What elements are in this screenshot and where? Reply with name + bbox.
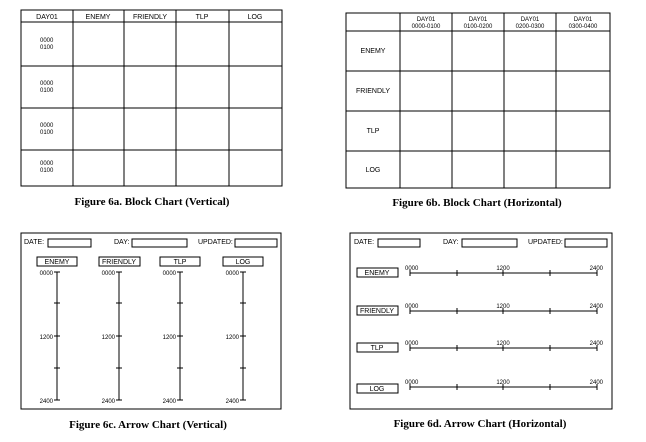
fig6c-tlp-t1: 1200 — [162, 335, 176, 341]
fig6c-day-label: DAY: — [114, 239, 130, 246]
fig6b-row-enemy: ENEMY — [360, 48, 386, 55]
fig6d-day-label: DAY: — [443, 239, 459, 246]
fig6b-row-friendly: FRIENDLY — [355, 88, 391, 95]
fig6c-updated-label: UPDATED: — [198, 239, 233, 246]
fig6d-lane-log: LOG — [369, 386, 385, 393]
fig6c-friendly-t1: 1200 — [101, 335, 115, 341]
fig6d-caption: Figure 6d. Arrow Chart (Horizontal) — [393, 418, 567, 430]
fig6d-tlp-t2: 2400 — [589, 341, 603, 347]
figure-6d-arrow-chart-horizontal — [350, 233, 612, 430]
fig6b-col3-time: 0200-0300 — [515, 24, 545, 30]
fig6a-header-enemy: ENEMY — [85, 14, 111, 21]
fig6b-col2-time: 0100-0200 — [463, 24, 493, 30]
fig6d-lane-friendly: FRIENDLY — [359, 308, 395, 315]
fig6c-caption: Figure 6c. Arrow Chart (Vertical) — [69, 419, 227, 431]
fig6c-lane-log: LOG — [235, 259, 251, 266]
fig6d-log-t0: 0000 — [405, 380, 419, 386]
fig6a-row1-start: 0000 — [40, 38, 54, 44]
fig6b-caption: Figure 6b. Block Chart (Horizontal) — [392, 197, 562, 209]
fig6c-tlp-t0: 0000 — [162, 271, 176, 277]
fig6d-log-t1: 1200 — [496, 380, 510, 386]
fig6b-col4-time: 0300-0400 — [568, 24, 598, 30]
fig6b-row-log: LOG — [365, 167, 381, 174]
fig6a-row4-start: 0000 — [40, 161, 54, 167]
fig6a-row2-end: 0100 — [40, 88, 54, 94]
fig6a-header-day: DAY01 — [36, 14, 58, 21]
fig6a-header-log: LOG — [247, 14, 263, 21]
fig6d-enemy-t2: 2400 — [589, 266, 603, 272]
fig6b-col2-day: DAY01 — [468, 17, 488, 23]
fig6d-friendly-t0: 0000 — [405, 304, 419, 310]
fig6d-friendly-t2: 2400 — [589, 304, 603, 310]
fig6a-caption: Figure 6a. Block Chart (Vertical) — [74, 196, 230, 208]
fig6c-lane-friendly: FRIENDLY — [101, 259, 137, 266]
fig6d-lane-tlp: TLP — [370, 345, 384, 352]
fig6c-log-t1: 1200 — [225, 335, 239, 341]
fig6a-row1-end: 0100 — [40, 45, 54, 51]
fig6b-col4-day: DAY01 — [573, 17, 593, 23]
fig6d-friendly-t1: 1200 — [496, 304, 510, 310]
fig6c-lane-enemy: ENEMY — [44, 259, 70, 266]
figure-6b-block-chart-horizontal — [346, 13, 610, 209]
fig6b-col1-day: DAY01 — [416, 17, 436, 23]
fig6b-col1-time: 0000-0100 — [411, 24, 441, 30]
fig6d-updated-label: UPDATED: — [528, 239, 563, 246]
fig6c-friendly-t0: 0000 — [101, 271, 115, 277]
fig6c-enemy-t0: 0000 — [39, 271, 53, 277]
fig6a-row4-end: 0100 — [40, 168, 54, 174]
fig6d-date-label: DATE: — [354, 239, 375, 246]
fig6c-enemy-t1: 1200 — [39, 335, 53, 341]
fig6c-day-field — [132, 239, 187, 247]
fig6d-updated-field — [565, 239, 607, 247]
fig6a-header-friendly: FRIENDLY — [132, 14, 168, 21]
figure-6c-arrow-chart-vertical — [21, 233, 281, 431]
fig6a-header-tlp: TLP — [195, 14, 209, 21]
fig6d-tlp-t1: 1200 — [496, 341, 510, 347]
fig6c-date-label: DATE: — [24, 239, 45, 246]
fig6c-updated-field — [235, 239, 277, 247]
fig6a-row2-start: 0000 — [40, 81, 54, 87]
fig6c-log-t2: 2400 — [225, 399, 239, 405]
fig6c-friendly-t2: 2400 — [101, 399, 115, 405]
fig6c-date-field — [48, 239, 91, 247]
figure-6a-block-chart-vertical — [21, 10, 282, 208]
fig6d-log-t2: 2400 — [589, 380, 603, 386]
fig6c-tlp-t2: 2400 — [162, 399, 176, 405]
fig6c-lane-tlp: TLP — [173, 259, 187, 266]
fig6d-lane-enemy: ENEMY — [364, 270, 390, 277]
fig6c-enemy-t2: 2400 — [39, 399, 53, 405]
fig6d-enemy-t0: 0000 — [405, 266, 419, 272]
fig6d-day-field — [462, 239, 517, 247]
fig6a-row3-start: 0000 — [40, 123, 54, 129]
fig6a-row3-end: 0100 — [40, 130, 54, 136]
fig6d-enemy-t1: 1200 — [496, 266, 510, 272]
fig6d-tlp-t0: 0000 — [405, 341, 419, 347]
fig6b-col3-day: DAY01 — [520, 17, 540, 23]
fig6c-log-t0: 0000 — [225, 271, 239, 277]
fig6b-row-tlp: TLP — [366, 128, 380, 135]
fig6d-date-field — [378, 239, 420, 247]
